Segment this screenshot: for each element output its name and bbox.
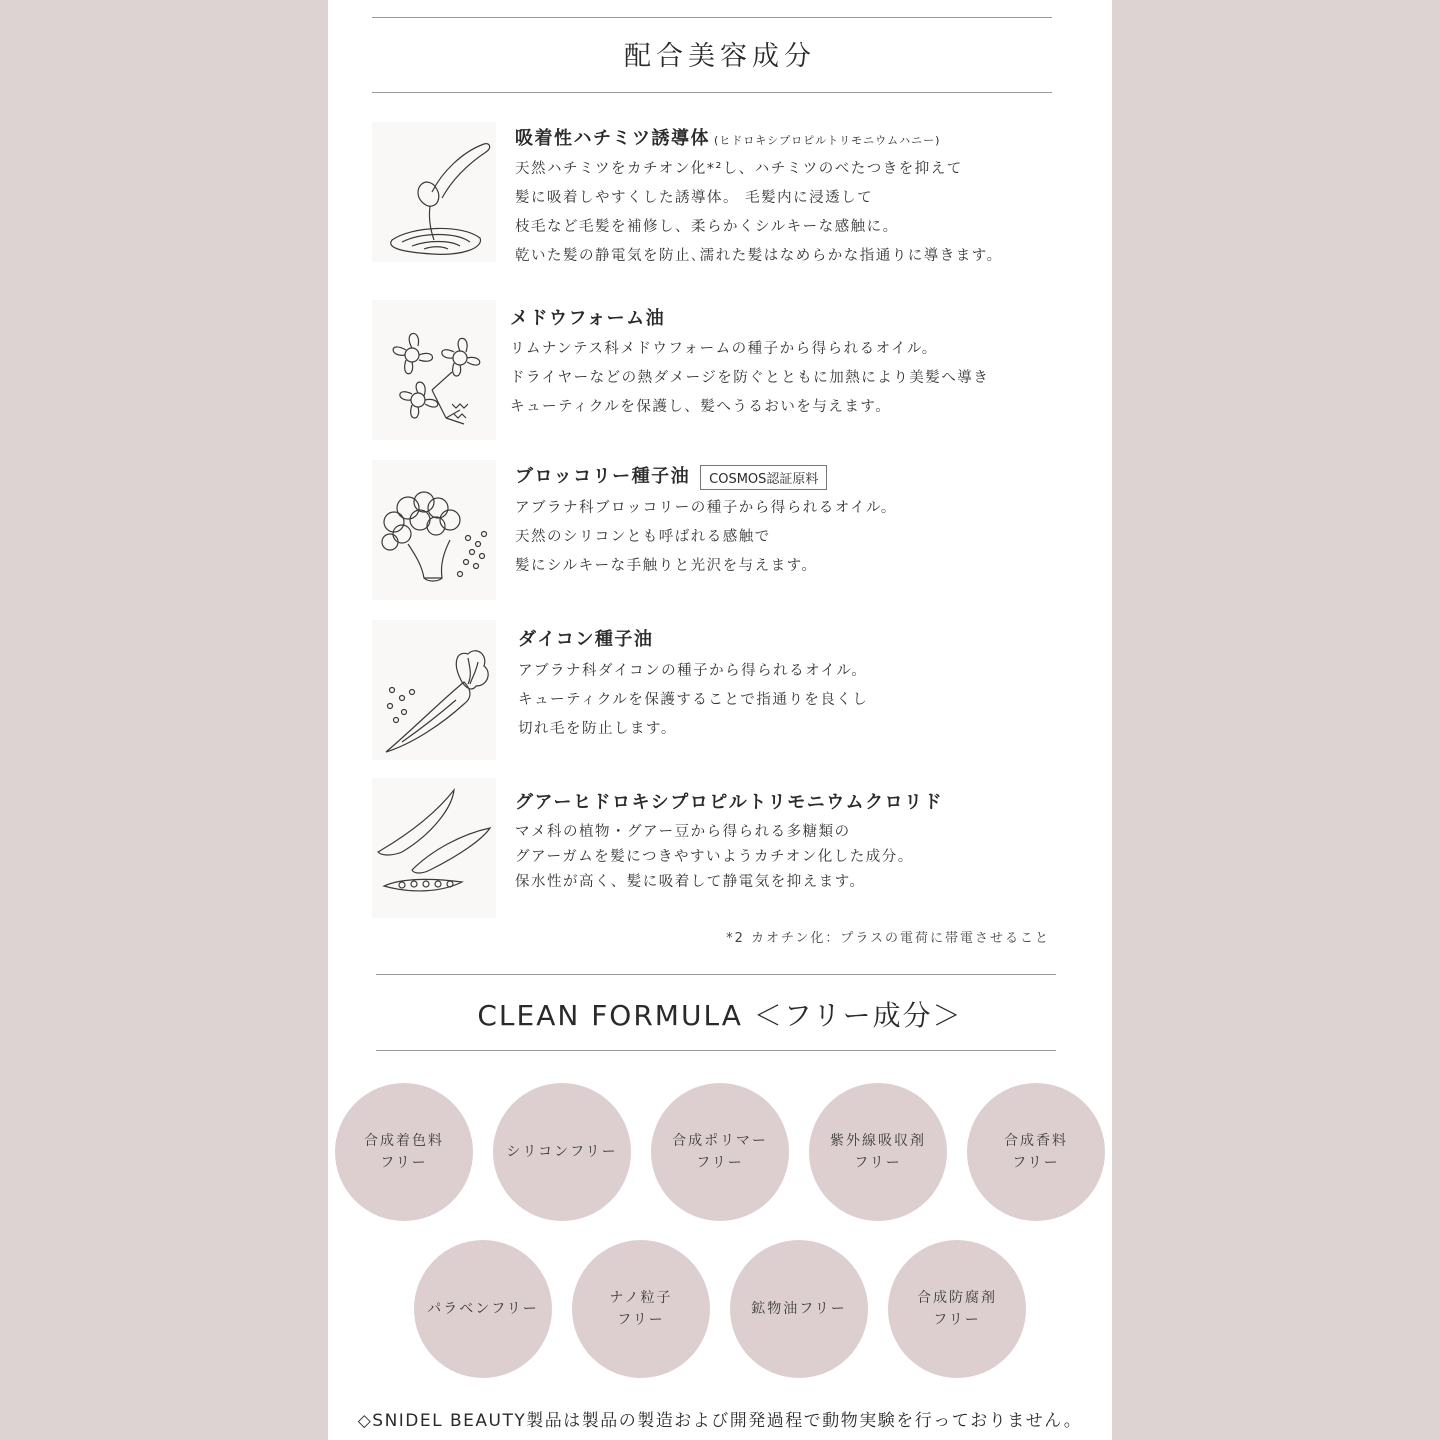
free-badge-uv-absorber: 紫外線吸収剤 フリー (809, 1083, 947, 1221)
meadowfoam-flower-icon (372, 300, 496, 440)
ingredient-description: アブラナ科ダイコンの種子から得られるオイル。 キューティクルを保護することで指通りを良くし 切れ毛を防止します。 (518, 663, 869, 737)
ingredient-name: 吸着性ハチミツ誘導体 (ヒドロキシプロピルトリモニウムハニー) (515, 128, 941, 149)
footnote: *2 カオチン化：プラスの電荷に帯電させること (726, 931, 1050, 946)
clean-rule-top (376, 974, 1056, 975)
ingredient-name: メドウフォーム油 (510, 308, 666, 329)
clean-formula-title: CLEAN FORMULA ＜フリー成分＞ (477, 999, 963, 1032)
ingredient-name: グアーヒドロキシプロピルトリモニウムクロリド (515, 792, 944, 813)
free-badge-synthetic-polymer: 合成ポリマー フリー (651, 1083, 789, 1221)
free-badge-synthetic-fragrance: 合成香料 フリー (967, 1083, 1105, 1221)
ingredient-description: アブラナ科ブロッコリーの種子から得られるオイル。 天然のシリコンとも呼ばれる感触で 髪にシルキーな手触りと光沢を与えます。 (515, 500, 897, 574)
ingredient-name: ダイコン種子油 (518, 629, 654, 650)
honey-spoon-icon (372, 122, 496, 262)
broccoli-icon (372, 460, 496, 600)
animal-testing-note: ◇SNIDEL BEAUTY製品は製品の製造および開発過程で動物実験を行っておりません。 (357, 1411, 1083, 1431)
ingredient-name: ブロッコリー種子油 COSMOS認証原料 (515, 462, 827, 490)
page-title: 配合美容成分 (624, 41, 816, 72)
radish-icon (372, 620, 496, 760)
free-badge-synthetic-color: 合成着色料 フリー (335, 1083, 473, 1221)
free-badge-paraben: パラベンフリー (414, 1240, 552, 1378)
free-badge-mineral-oil: 鉱物油フリー (730, 1240, 868, 1378)
ingredient-description: リムナンテス科メドウフォームの種子から得られるオイル。 ドライヤーなどの熱ダメージを防ぐとともに加熱により美髪へ導き キューティクルを保護し、髪へうるおいを与えます。 (510, 341, 990, 415)
clean-rule-bottom (376, 1050, 1056, 1051)
free-badge-silicone: シリコンフリー (493, 1083, 631, 1221)
ingredient-description: 天然ハチミツをカチオン化*²し、ハチミツのべたつきを抑えて 髪に吸着しやすくした誘導体。 毛髪内に浸透して 枝毛など毛髪を補修し、柔らかくシルキーな感触に。 乾いた髪の静電気を防止､濡れた髪はなめらかな指通りに導きます。 (515, 161, 1003, 264)
ingredient-description: マメ科の植物・グアー豆から得られる多糖類の グアーガムを髪につきやすいようカチオン化した成分。 保水性が高く、髪に吸着して静電気を抑えます。 (515, 824, 914, 890)
free-badge-preservative: 合成防腐剤 フリー (888, 1240, 1026, 1378)
guar-bean-pod-icon (372, 778, 496, 918)
title-rule-bottom (372, 92, 1052, 93)
content-panel (328, 0, 1112, 1440)
free-badge-nanoparticle: ナノ粒子 フリー (572, 1240, 710, 1378)
title-rule-top (372, 17, 1052, 18)
cosmos-badge: COSMOS認証原料 (700, 465, 827, 490)
